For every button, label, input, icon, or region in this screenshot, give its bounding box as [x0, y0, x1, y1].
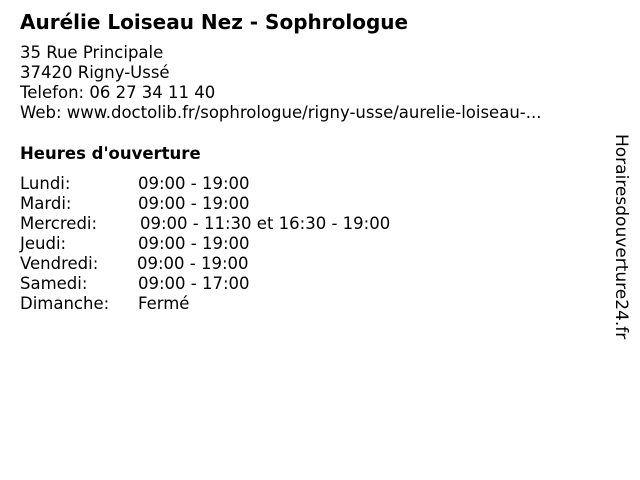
address-street: 35 Rue Principale: [20, 43, 164, 62]
day-label: Samedi:: [20, 274, 88, 293]
hours-value: 09:00 - 19:00: [138, 194, 250, 213]
hours-value: 09:00 - 19:00: [138, 234, 250, 253]
business-info: [20, 43, 541, 123]
day-label: Jeudi:: [20, 234, 67, 253]
hours-value: 09:00 - 19:00: [138, 174, 250, 193]
hours-value: 09:00 - 17:00: [138, 274, 250, 293]
day-label: Mercredi:: [20, 214, 98, 233]
site-watermark: [608, 134, 634, 344]
day-label: Dimanche:: [20, 294, 110, 313]
day-label: Lundi:: [20, 174, 71, 193]
phone-number: Telefon: 06 27 34 11 40: [20, 83, 216, 102]
business-title: Aurélie Loiseau Nez - Sophrologue: [20, 10, 409, 34]
hours-value: Fermé: [138, 294, 190, 313]
address-city: 37420 Rigny-Ussé: [20, 63, 170, 82]
watermark-text: Horairesdouverture24.fr: [611, 134, 631, 340]
day-label: Vendredi:: [20, 254, 99, 273]
hours-value: 09:00 - 11:30 et 16:30 - 19:00: [140, 214, 391, 233]
day-label: Mardi:: [20, 194, 72, 213]
website-link: Web: www.doctolib.fr/sophrologue/rigny-usse/aurelie-loiseau-...: [20, 103, 542, 122]
opening-hours-heading: Heures d'ouverture: [20, 144, 201, 163]
hours-value: 09:00 - 19:00: [137, 254, 249, 273]
